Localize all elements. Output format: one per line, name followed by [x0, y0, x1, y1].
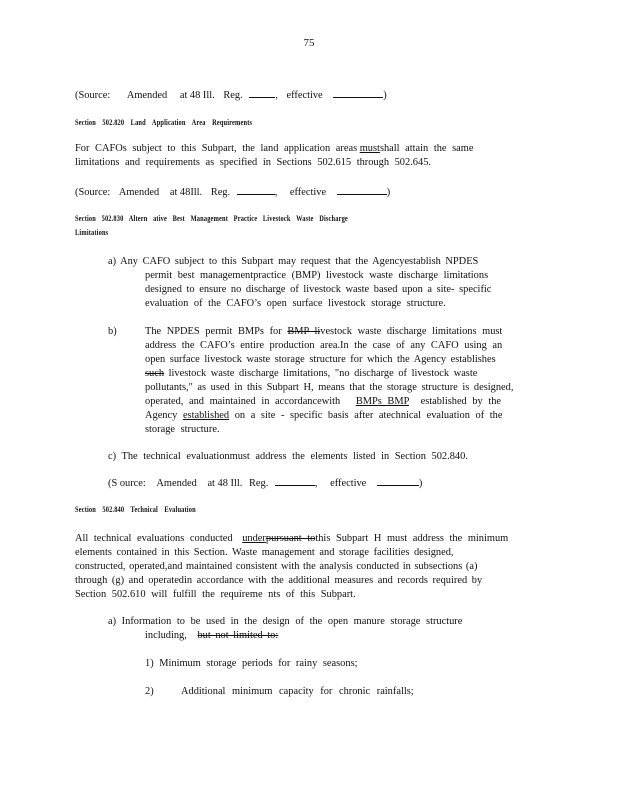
item-c: c) The technical evaluationmust address the elements listed in Section 502.840.	[108, 451, 468, 462]
paragraph-820-line-2: limitations and requirements as specified in Sections 502.615 through 502.645.	[75, 157, 431, 168]
subitem-a-line-1: a) Information to be used in the design of the open manure storage structure	[108, 616, 463, 627]
source-note-1: (Source: Amended at 48 Ill. Reg. , effective )	[75, 90, 387, 101]
blank-line	[275, 476, 315, 486]
paragraph-840-line-2: elements contained in this Section. Waste management and storage facilities designed,	[75, 547, 454, 558]
item-b-line-4: such livestock waste discharge limitations, "no discharge of livestock waste	[145, 368, 478, 379]
section-heading-502-820: Section 502.820 Land Application Area Requirements	[75, 118, 253, 127]
blank-line	[337, 185, 387, 195]
item-b-line-8: storage structure.	[145, 424, 220, 435]
section-heading-502-840: Section 502.840 Technical Evaluation	[75, 505, 196, 514]
item-b-line-2: address the CAFO’s entire production area.In the case of any CAFO using an	[145, 340, 503, 351]
item-a-line-1: a) Any CAFO subject to this Subpart may request that the Agencyestablish NPDES	[108, 256, 479, 267]
item-b-label: b)	[108, 326, 117, 337]
subitem-2-number: 2)	[145, 686, 154, 697]
paragraph-820-line-1: For CAFOs subject to this Subpart, the land application areas mustshall attain the same	[75, 143, 474, 154]
blank-line	[333, 88, 383, 98]
section-heading-502-830: Section 502.830 Altern ative Best Management Practice Livestock Waste Discharge	[75, 214, 348, 223]
blank-line	[377, 476, 419, 486]
subitem-2-text: Additional minimum capacity for chronic rainfalls;	[181, 686, 414, 697]
blank-line	[249, 88, 275, 98]
subitem-a-line-2: including, but not limited to:	[145, 630, 279, 641]
paragraph-840-line-1: All technical evaluations conducted underpursuant tothis Subpart H must address the minimum	[75, 533, 509, 544]
item-b-line-6: operated, and maintained in accordancewith BMPs BMP established by the	[145, 396, 502, 407]
source-note-3: (S ource: Amended at 48 Ill. Reg. , effective )	[108, 478, 423, 489]
item-b-line-1: The NPDES permit BMPs for BMP livestock waste discharge limitations must	[145, 326, 503, 337]
paragraph-840-line-3: constructed, operated,and maintained consistent with the analysis conducted in subsections (a)	[75, 561, 478, 572]
item-b-line-7: Agency established on a site - specific basis after atechnical evaluation of the	[145, 410, 503, 421]
subitem-1: 1) Minimum storage periods for rainy seasons;	[145, 658, 358, 669]
section-heading-502-830-cont: Limitations	[75, 228, 109, 237]
item-a-line-2: permit best managementpractice (BMP) livestock waste discharge limitations	[145, 270, 489, 281]
item-a-line-3: designed to ensure no discharge of livestock waste based upon a site- specific	[145, 284, 492, 295]
blank-line	[237, 185, 275, 195]
item-a-line-4: evaluation of the CAFO’s open surface livestock storage structure.	[145, 298, 446, 309]
item-b-line-5: pollutants," as used in this Subpart H, means that the storage structure is designed,	[145, 382, 514, 393]
paragraph-840-line-5: Section 502.610 will fulfill the requireme nts of this Subpart.	[75, 589, 356, 600]
page-number: 75	[303, 37, 315, 49]
item-b-line-3: open surface livestock waste storage structure for which the Agency establishes	[145, 354, 496, 365]
source-note-2: (Source: Amended at 48Ill. Reg. , effective )	[75, 187, 391, 198]
paragraph-840-line-4: through (g) and operatedin accordance with the additional measures and records required by	[75, 575, 483, 586]
